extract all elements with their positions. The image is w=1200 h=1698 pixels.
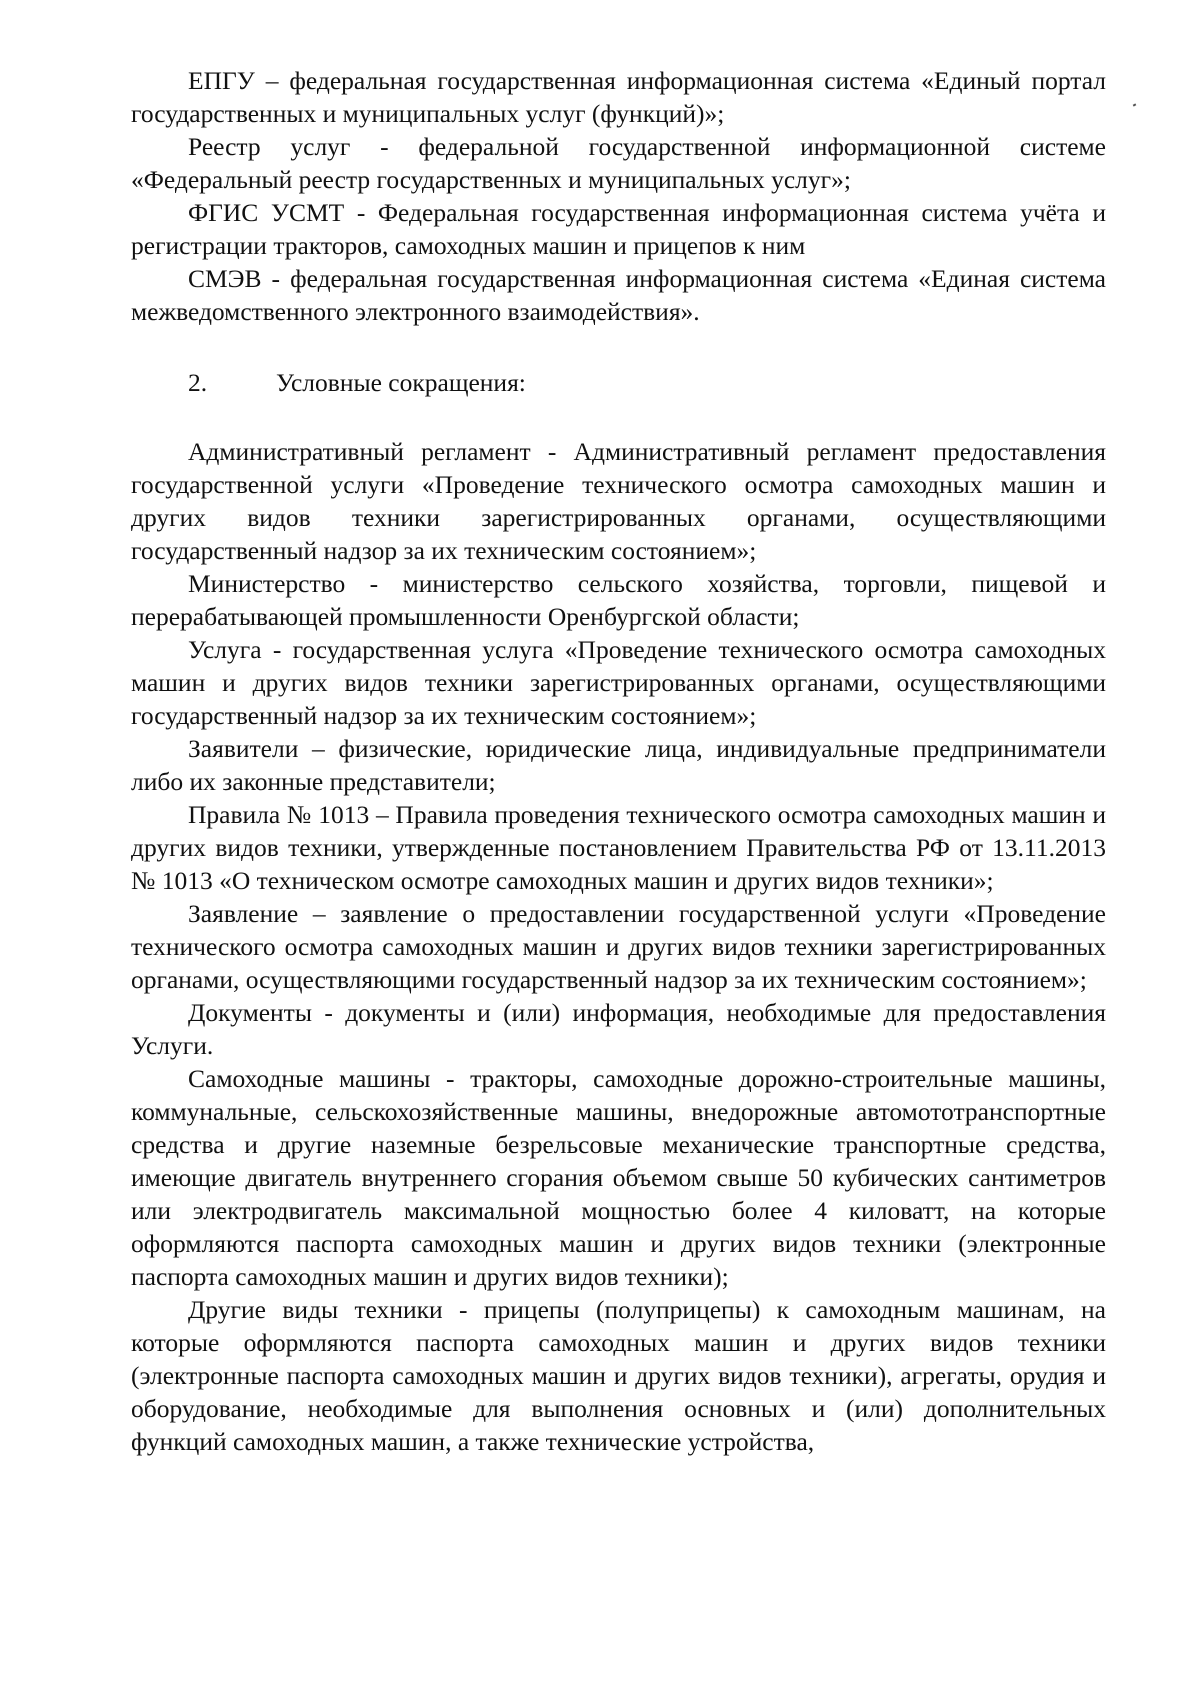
definition-other-equipment: Другие виды техники - прицепы (полуприцепы) к самоходным машинам, на которые оформляются паспорта самоходных машин и других видов техники (электронные паспорта самоходных машин и других видов техники), агрегаты, орудия и оборудование, необходимые для выполнения основных и (или) дополнительных функций самоходных машин, а также технические устройства, bbox=[131, 1295, 1106, 1456]
section-heading bbox=[131, 366, 1106, 399]
definition-application: Заявление – заявление о предоставлении государственной услуги «Проведение технического осмотра самоходных машин и других видов техники зарегистрированных органами, осуществляющими государственный надзор за их техническим состоянием»; bbox=[131, 899, 1106, 994]
definition-service: Услуга - государственная услуга «Проведение технического осмотра самоходных машин и других видов техники зарегистрированных органами, осуществляющими государственный надзор за их техническим состоянием»; bbox=[131, 635, 1106, 730]
definition-smev: СМЭВ - федеральная государственная информационная система «Единая система межведомственного электронного взаимодействия». bbox=[131, 264, 1106, 326]
definition-applicants: Заявители – физические, юридические лица, индивидуальные предприниматели либо их законные представители; bbox=[131, 734, 1106, 796]
definition-epgu: ЕПГУ – федеральная государственная информационная система «Единый портал государственных и муниципальных услуг (функций)»; bbox=[131, 66, 1106, 128]
definition-fgis-usmt: ФГИС УСМТ - Федеральная государственная информационная система учёта и регистрации тракторов, самоходных машин и прицепов к ним bbox=[131, 198, 1106, 260]
definition-service-registry: Реестр услуг - федеральной государственной информационной системе «Федеральный реестр государственных и муниципальных услуг»; bbox=[131, 132, 1106, 194]
document-body bbox=[131, 64, 1106, 1458]
section-title: Условные сокращения: bbox=[276, 368, 526, 397]
scan-speck bbox=[1133, 103, 1137, 106]
definition-rules-1013: Правила № 1013 – Правила проведения технического осмотра самоходных машин и других видов техники, утвержденные постановлением Правительства РФ от 13.11.2013 № 1013 «О техническом осмотре самоходных машин и других видов техники»; bbox=[131, 800, 1106, 895]
definition-ministry: Министерство - министерство сельского хозяйства, торговли, пищевой и перерабатывающей промышленности Оренбургской области; bbox=[131, 569, 1106, 631]
definition-admin-regulation: Административный регламент - Административный регламент предоставления государственной услуги «Проведение технического осмотра самоходных машин и других видов техники зарегистрированных органами, осуществляющими государственный надзор за их техническим состоянием»; bbox=[131, 437, 1106, 565]
definition-self-propelled-machines: Самоходные машины - тракторы, самоходные дорожно-строительные машины, коммунальные, сельскохозяйственные машины, внедорожные автомототранспортные средства и другие наземные безрельсовые механические транспортные средства, имеющие двигатель внутреннего сгорания объемом свыше 50 кубических сантиметров или электродвигатель максимальной мощностью более 4 киловатт, на которые оформляются паспорта самоходных машин и других видов техники (электронные паспорта самоходных машин и других видов техники); bbox=[131, 1064, 1106, 1291]
definition-documents: Документы - документы и (или) информация, необходимые для предоставления Услуги. bbox=[131, 998, 1106, 1060]
section-number: 2. bbox=[188, 368, 208, 397]
